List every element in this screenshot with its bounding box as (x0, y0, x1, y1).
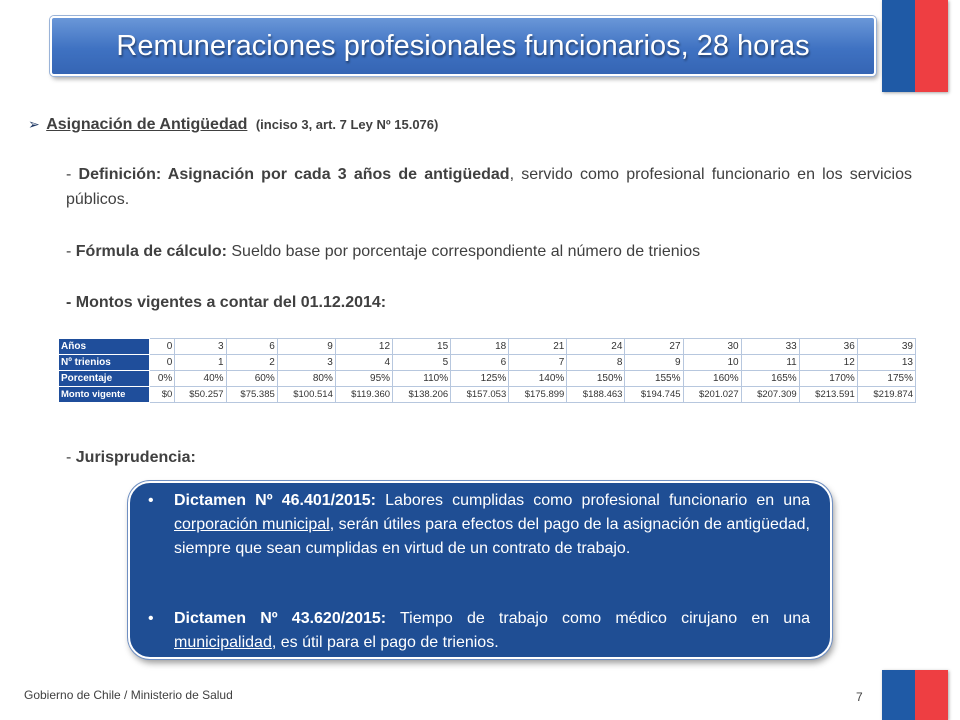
section-heading-reference: (inciso 3, art. 7 Ley Nº 15.076) (255, 117, 439, 132)
definicion-paragraph: - Definición: Asignación por cada 3 años de antigüedad, servido como profesional funcionario en los servicios públicos. (66, 166, 913, 208)
table-cell: 0 (150, 355, 175, 371)
dictamen-item: • Dictamen Nº 46.401/2015: Labores cumplidas como profesional funcionario en una corporación municipal, serán útiles para efectos del pago de la asignación de antigüedad, siempre que sean cumplidas en virtud de un contrato de trabajo. (174, 489, 810, 561)
table-row (59, 355, 916, 371)
table-cell: $119.360 (335, 387, 392, 403)
jurisprudencia-heading: - Jurisprudencia: (66, 449, 196, 466)
table-cell: 140% (509, 371, 567, 387)
table-cell: 18 (451, 339, 509, 355)
table-cell: 10 (683, 355, 741, 371)
table-cell: 150% (567, 371, 625, 387)
table-cell: 155% (625, 371, 683, 387)
table-cell: 0% (150, 371, 175, 387)
table-cell: 6 (226, 339, 277, 355)
table-cell: $219.874 (857, 387, 915, 403)
chile-flag-logo-top (882, 0, 948, 92)
table-cell: 95% (335, 371, 392, 387)
dictamen-item: • Dictamen Nº 43.620/2015: Tiempo de trabajo como médico cirujano en una municipalidad, es útil para el pago de trienios. (174, 607, 810, 655)
table-cell: 7 (509, 355, 567, 371)
slide-title: Remuneraciones profesionales funcionarios, 28 horas (116, 29, 810, 62)
table-cell: 33 (741, 339, 799, 355)
arrow-bullet-icon: ➢ (28, 116, 40, 132)
table-cell: 27 (625, 339, 683, 355)
table-cell: 5 (393, 355, 451, 371)
table-cell: 11 (741, 355, 799, 371)
footer-text: Gobierno de Chile / Ministerio de Salud (24, 688, 233, 702)
table-cell: $157.053 (451, 387, 509, 403)
table-cell: 6 (451, 355, 509, 371)
table-cell: 30 (683, 339, 741, 355)
table-row (59, 339, 916, 355)
table-cell: 13 (857, 355, 915, 371)
chile-flag-logo-bottom (882, 670, 948, 720)
table-cell: 4 (335, 355, 392, 371)
table-cell: 165% (741, 371, 799, 387)
table-cell: 0 (150, 339, 175, 355)
table-cell: 24 (567, 339, 625, 355)
table-cell: $175.899 (509, 387, 567, 403)
table-cell: 125% (451, 371, 509, 387)
table-cell: 21 (509, 339, 567, 355)
table-cell: 1 (175, 355, 226, 371)
table-cell: $188.463 (567, 387, 625, 403)
table-cell: 170% (799, 371, 857, 387)
definicion-text: , servido como profesional funcionario en los servicios públicos. (66, 166, 913, 208)
trienios-table (58, 338, 916, 403)
row-header: Años (59, 339, 150, 355)
table-cell: 8 (567, 355, 625, 371)
definicion-label: Definición: Asignación por cada 3 años de antigüedad (78, 166, 510, 183)
table-cell: $201.027 (683, 387, 741, 403)
table-cell: 3 (175, 339, 226, 355)
table-cell: 80% (277, 371, 335, 387)
table-cell: 36 (799, 339, 857, 355)
table-cell: 40% (175, 371, 226, 387)
underlined-term: corporación municipal (174, 516, 330, 533)
table-cell: $50.257 (175, 387, 226, 403)
table-row (59, 371, 916, 387)
formula-paragraph: - Fórmula de cálculo: Sueldo base por porcentaje correspondiente al número de trienios (66, 243, 701, 260)
table-cell: $75.385 (226, 387, 277, 403)
table-row (59, 387, 916, 403)
table-cell: $207.309 (741, 387, 799, 403)
formula-label: Fórmula de cálculo: (75, 243, 227, 260)
table-cell: $100.514 (277, 387, 335, 403)
section-heading (28, 116, 438, 134)
table-cell: 60% (226, 371, 277, 387)
table-cell: 2 (226, 355, 277, 371)
table-cell: 3 (277, 355, 335, 371)
slide-title-bar (50, 16, 876, 76)
table-cell: $213.591 (799, 387, 857, 403)
dictamen-label: Dictamen Nº 46.401/2015: (174, 492, 377, 509)
row-header: Porcentaje (59, 371, 150, 387)
table-cell: $138.206 (393, 387, 451, 403)
table-cell: 110% (393, 371, 451, 387)
table-cell: $194.745 (625, 387, 683, 403)
table-cell: $0 (150, 387, 175, 403)
table-cell: 9 (625, 355, 683, 371)
table-cell: 12 (335, 339, 392, 355)
table-cell: 160% (683, 371, 741, 387)
montos-heading: - Montos vigentes a contar del 01.12.2014: (66, 294, 387, 311)
bullet-icon: • (148, 610, 154, 627)
jurisprudencia-box (128, 481, 832, 659)
row-header: Nº trienios (59, 355, 150, 371)
bullet-icon: • (148, 492, 154, 509)
section-heading-main: Asignación de Antigüedad (46, 116, 248, 133)
underlined-term: municipalidad (174, 634, 272, 651)
table-cell: 15 (393, 339, 451, 355)
page-number: 7 (856, 690, 863, 704)
table-cell: 175% (857, 371, 915, 387)
row-header: Monto vigente (59, 387, 150, 403)
table-cell: 9 (277, 339, 335, 355)
formula-text: Sueldo base por porcentaje correspondiente al número de trienios (226, 243, 701, 260)
table-cell: 39 (857, 339, 915, 355)
table-cell: 12 (799, 355, 857, 371)
dictamen-label: Dictamen Nº 43.620/2015: (174, 610, 387, 627)
